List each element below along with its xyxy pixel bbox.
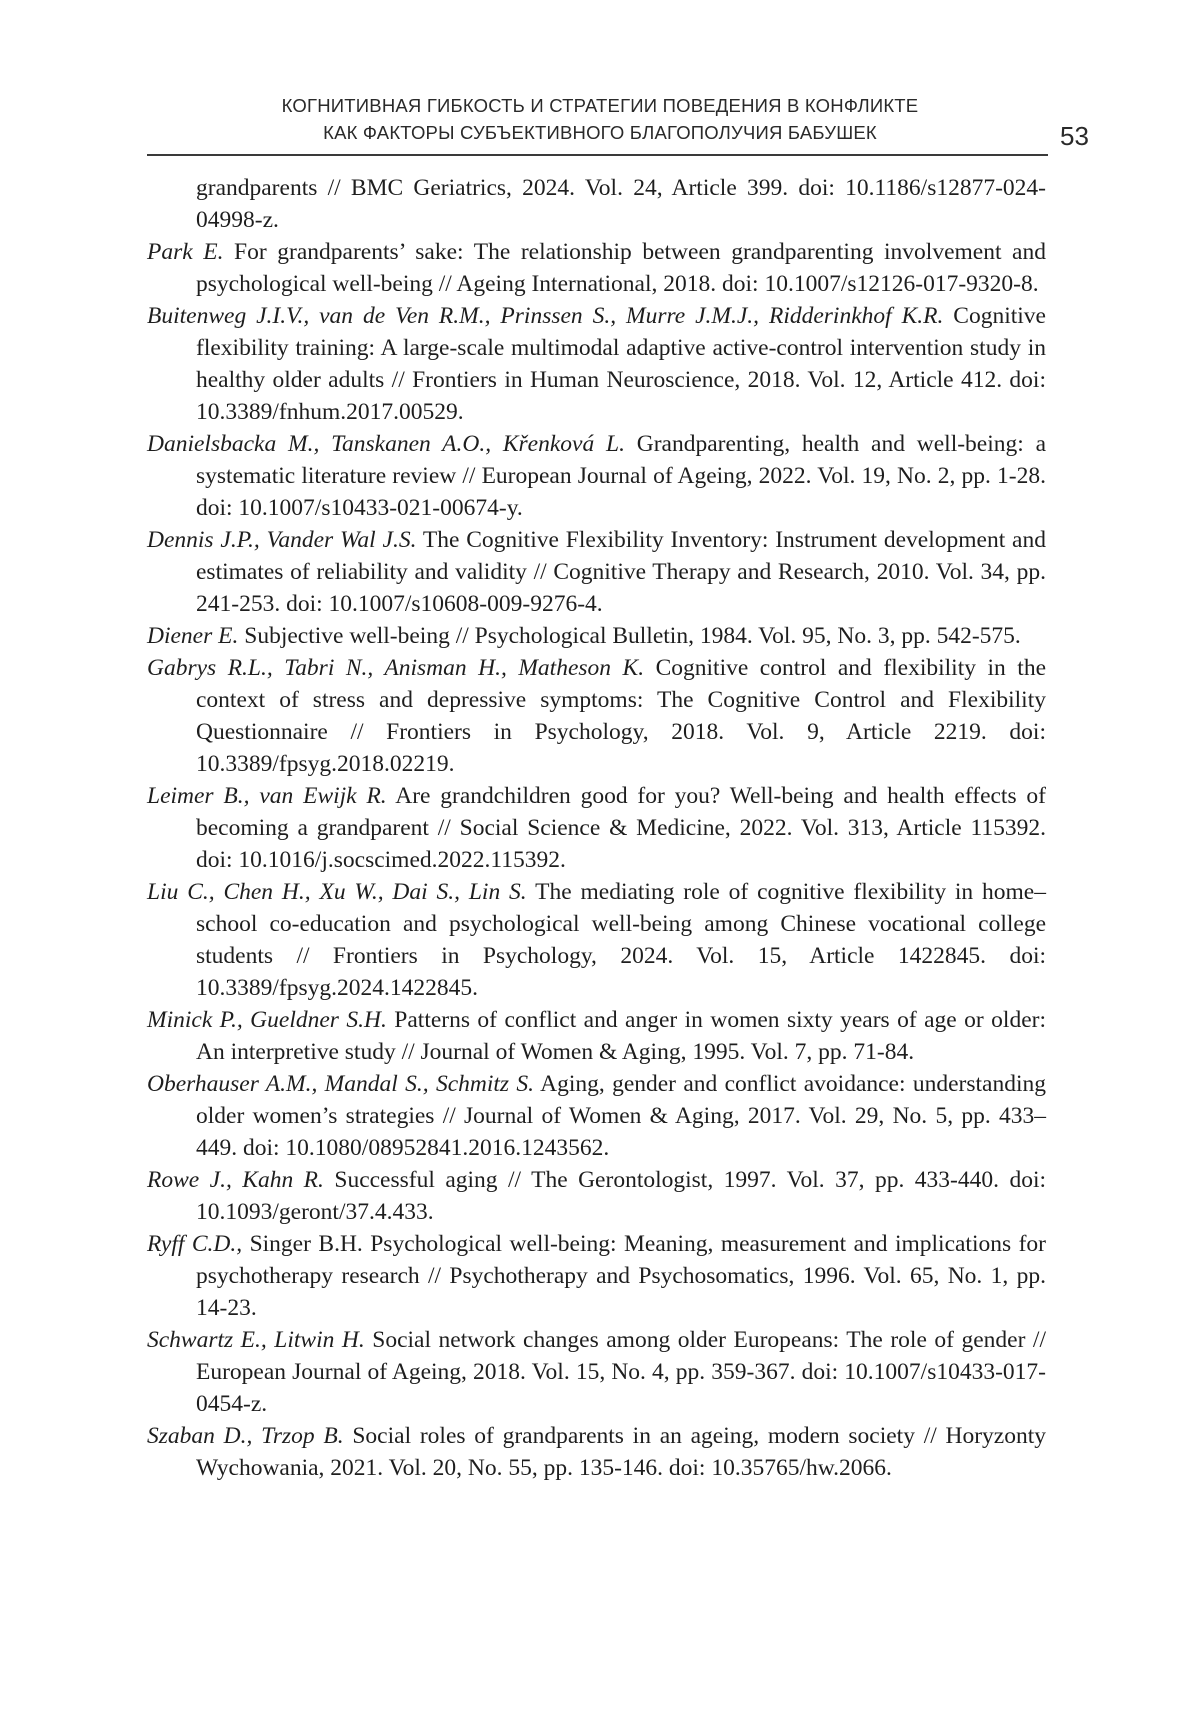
reference-entry (147, 1164, 1046, 1228)
reference-text: Cognitive control and flexibility in the context of stress and depressive symptoms: The Cognitive Control and Flexibility Questionnaire // Frontiers in Psychology, 2018. Vol. 9, Article 2219. doi: 10.3389/fpsyg.2018.02219. (196, 655, 1046, 777)
reference-entry (147, 1420, 1046, 1484)
reference-authors: Rowe J., Kahn R. (147, 1167, 324, 1193)
reference-authors: Dennis J.P., Vander Wal J.S. (147, 527, 417, 553)
reference-entry (147, 1324, 1046, 1420)
running-header-line-1: КОГНИТИВНАЯ ГИБКОСТЬ И СТРАТЕГИИ ПОВЕДЕНИЯ В КОНФЛИКТЕ (281, 95, 919, 116)
reference-entry (147, 428, 1046, 524)
reference-text: Patterns of conflict and anger in women sixty years of age or older: An interpretive study // Journal of Women & Aging, 1995. Vol. 7, pp. 71-84. (196, 1007, 1046, 1065)
reference-entry (147, 1228, 1046, 1324)
reference-text: Aging, gender and conflict avoidance: understanding older women’s strategies // Journal of Women & Aging, 2017. Vol. 29, No. 5, pp. 433–449. doi: 10.1080/08952841.2016.1243562. (196, 1071, 1047, 1161)
reference-entry (147, 300, 1046, 428)
reference-text: Subjective well-being // Psychological Bulletin, 1984. Vol. 95, No. 3, pp. 542-575. (238, 623, 1021, 649)
reference-text: The mediating role of cognitive flexibility in home–school co-education and psychological well-being among Chinese vocational college students // Frontiers in Psychology, 2024. Vol. 15, Article 1422845. doi: 10.3389/fpsyg.2024.1422845. (196, 879, 1046, 1001)
page-number: 53 (1060, 121, 1089, 151)
header-rule (147, 154, 1048, 156)
reference-authors: Ryff C.D., (147, 1231, 243, 1257)
reference-entry (147, 524, 1046, 620)
reference-authors: Leimer B., van Ewijk R. (147, 783, 387, 809)
running-header (220, 92, 980, 146)
reference-authors: Minick P., Gueldner S.H. (147, 1007, 387, 1033)
reference-entry (147, 236, 1046, 300)
reference-authors: Gabrys R.L., Tabri N., Anisman H., Matheson K. (147, 655, 645, 681)
reference-authors: Liu C., Chen H., Xu W., Dai S., Lin S. (147, 879, 527, 905)
reference-entry (147, 620, 1046, 652)
reference-authors: Oberhauser A.M., Mandal S., Schmitz S. (147, 1071, 535, 1097)
reference-entry (147, 1004, 1046, 1068)
reference-entry (147, 876, 1046, 1004)
reference-text: Singer B.H. Psychological well-being: Meaning, measurement and implications for psychotherapy research // Psychotherapy and Psychosomatics, 1996. Vol. 65, No. 1, pp. 14-23. (196, 1231, 1046, 1321)
reference-authors: Danielsbacka M., Tanskanen A.O., Křenková L. (147, 431, 625, 457)
reference-authors: Szaban D., Trzop B. (147, 1423, 344, 1449)
reference-authors: Park E. (147, 239, 224, 265)
running-header-line-2: КАК ФАКТОРЫ СУБЪЕКТИВНОГО БЛАГОПОЛУЧИЯ БАБУШЕК (323, 122, 877, 143)
reference-text: The Cognitive Flexibility Inventory: Instrument development and estimates of reliability and validity // Cognitive Therapy and Research, 2010. Vol. 34, pp. 241-253. doi: 10.1007/s10608-009-9276-4. (196, 527, 1046, 617)
reference-authors: Buitenweg J.I.V., van de Ven R.M., Prinssen S., Murre J.M.J., Ridderinkhof K.R. (147, 303, 944, 329)
reference-text: Are grandchildren good for you? Well-being and health effects of becoming a grandparent // Social Science & Medicine, 2022. Vol. 313, Article 115392. doi: 10.1016/j.socscimed.2022.115392. (196, 783, 1047, 873)
reference-list (147, 172, 1046, 1484)
reference-authors: Schwartz E., Litwin H. (147, 1327, 365, 1353)
reference-text: For grandparents’ sake: The relationship between grandparenting involvement and psychological well-being // Ageing International, 2018. doi: 10.1007/s12126-017-9320-8. (196, 239, 1046, 297)
reference-entry (147, 780, 1046, 876)
reference-text: Social roles of grandparents in an ageing, modern society // Horyzonty Wychowania, 2021. Vol. 20, No. 55, pp. 135-146. doi: 10.35765/hw.2066. (196, 1423, 1046, 1481)
reference-text: Grandparenting, health and well-being: a systematic literature review // European Journal of Ageing, 2022. Vol. 19, No. 2, pp. 1-28. doi: 10.1007/s10433-021-00674-y. (196, 431, 1047, 521)
reference-text: Successful aging // The Gerontologist, 1997. Vol. 37, pp. 433-440. doi: 10.1093/geront/37.4.433. (196, 1167, 1046, 1225)
reference-text: Social network changes among older Europeans: The role of gender // European Journal of Ageing, 2018. Vol. 15, No. 4, pp. 359-367. doi: 10.1007/s10433-017-0454-z. (196, 1327, 1046, 1417)
reference-entry (147, 172, 1046, 236)
reference-text: Cognitive flexibility training: A large-scale multimodal adaptive active-control intervention study in healthy older adults // Frontiers in Human Neuroscience, 2018. Vol. 12, Article 412. doi: 10.3389/fnhum.2017.00529. (196, 303, 1046, 425)
reference-text: grandparents // BMC Geriatrics, 2024. Vol. 24, Article 399. doi: 10.1186/s12877-024-04998-z. (196, 175, 1046, 233)
reference-entry (147, 652, 1046, 780)
reference-authors: Diener E. (147, 623, 239, 649)
reference-entry (147, 1068, 1046, 1164)
